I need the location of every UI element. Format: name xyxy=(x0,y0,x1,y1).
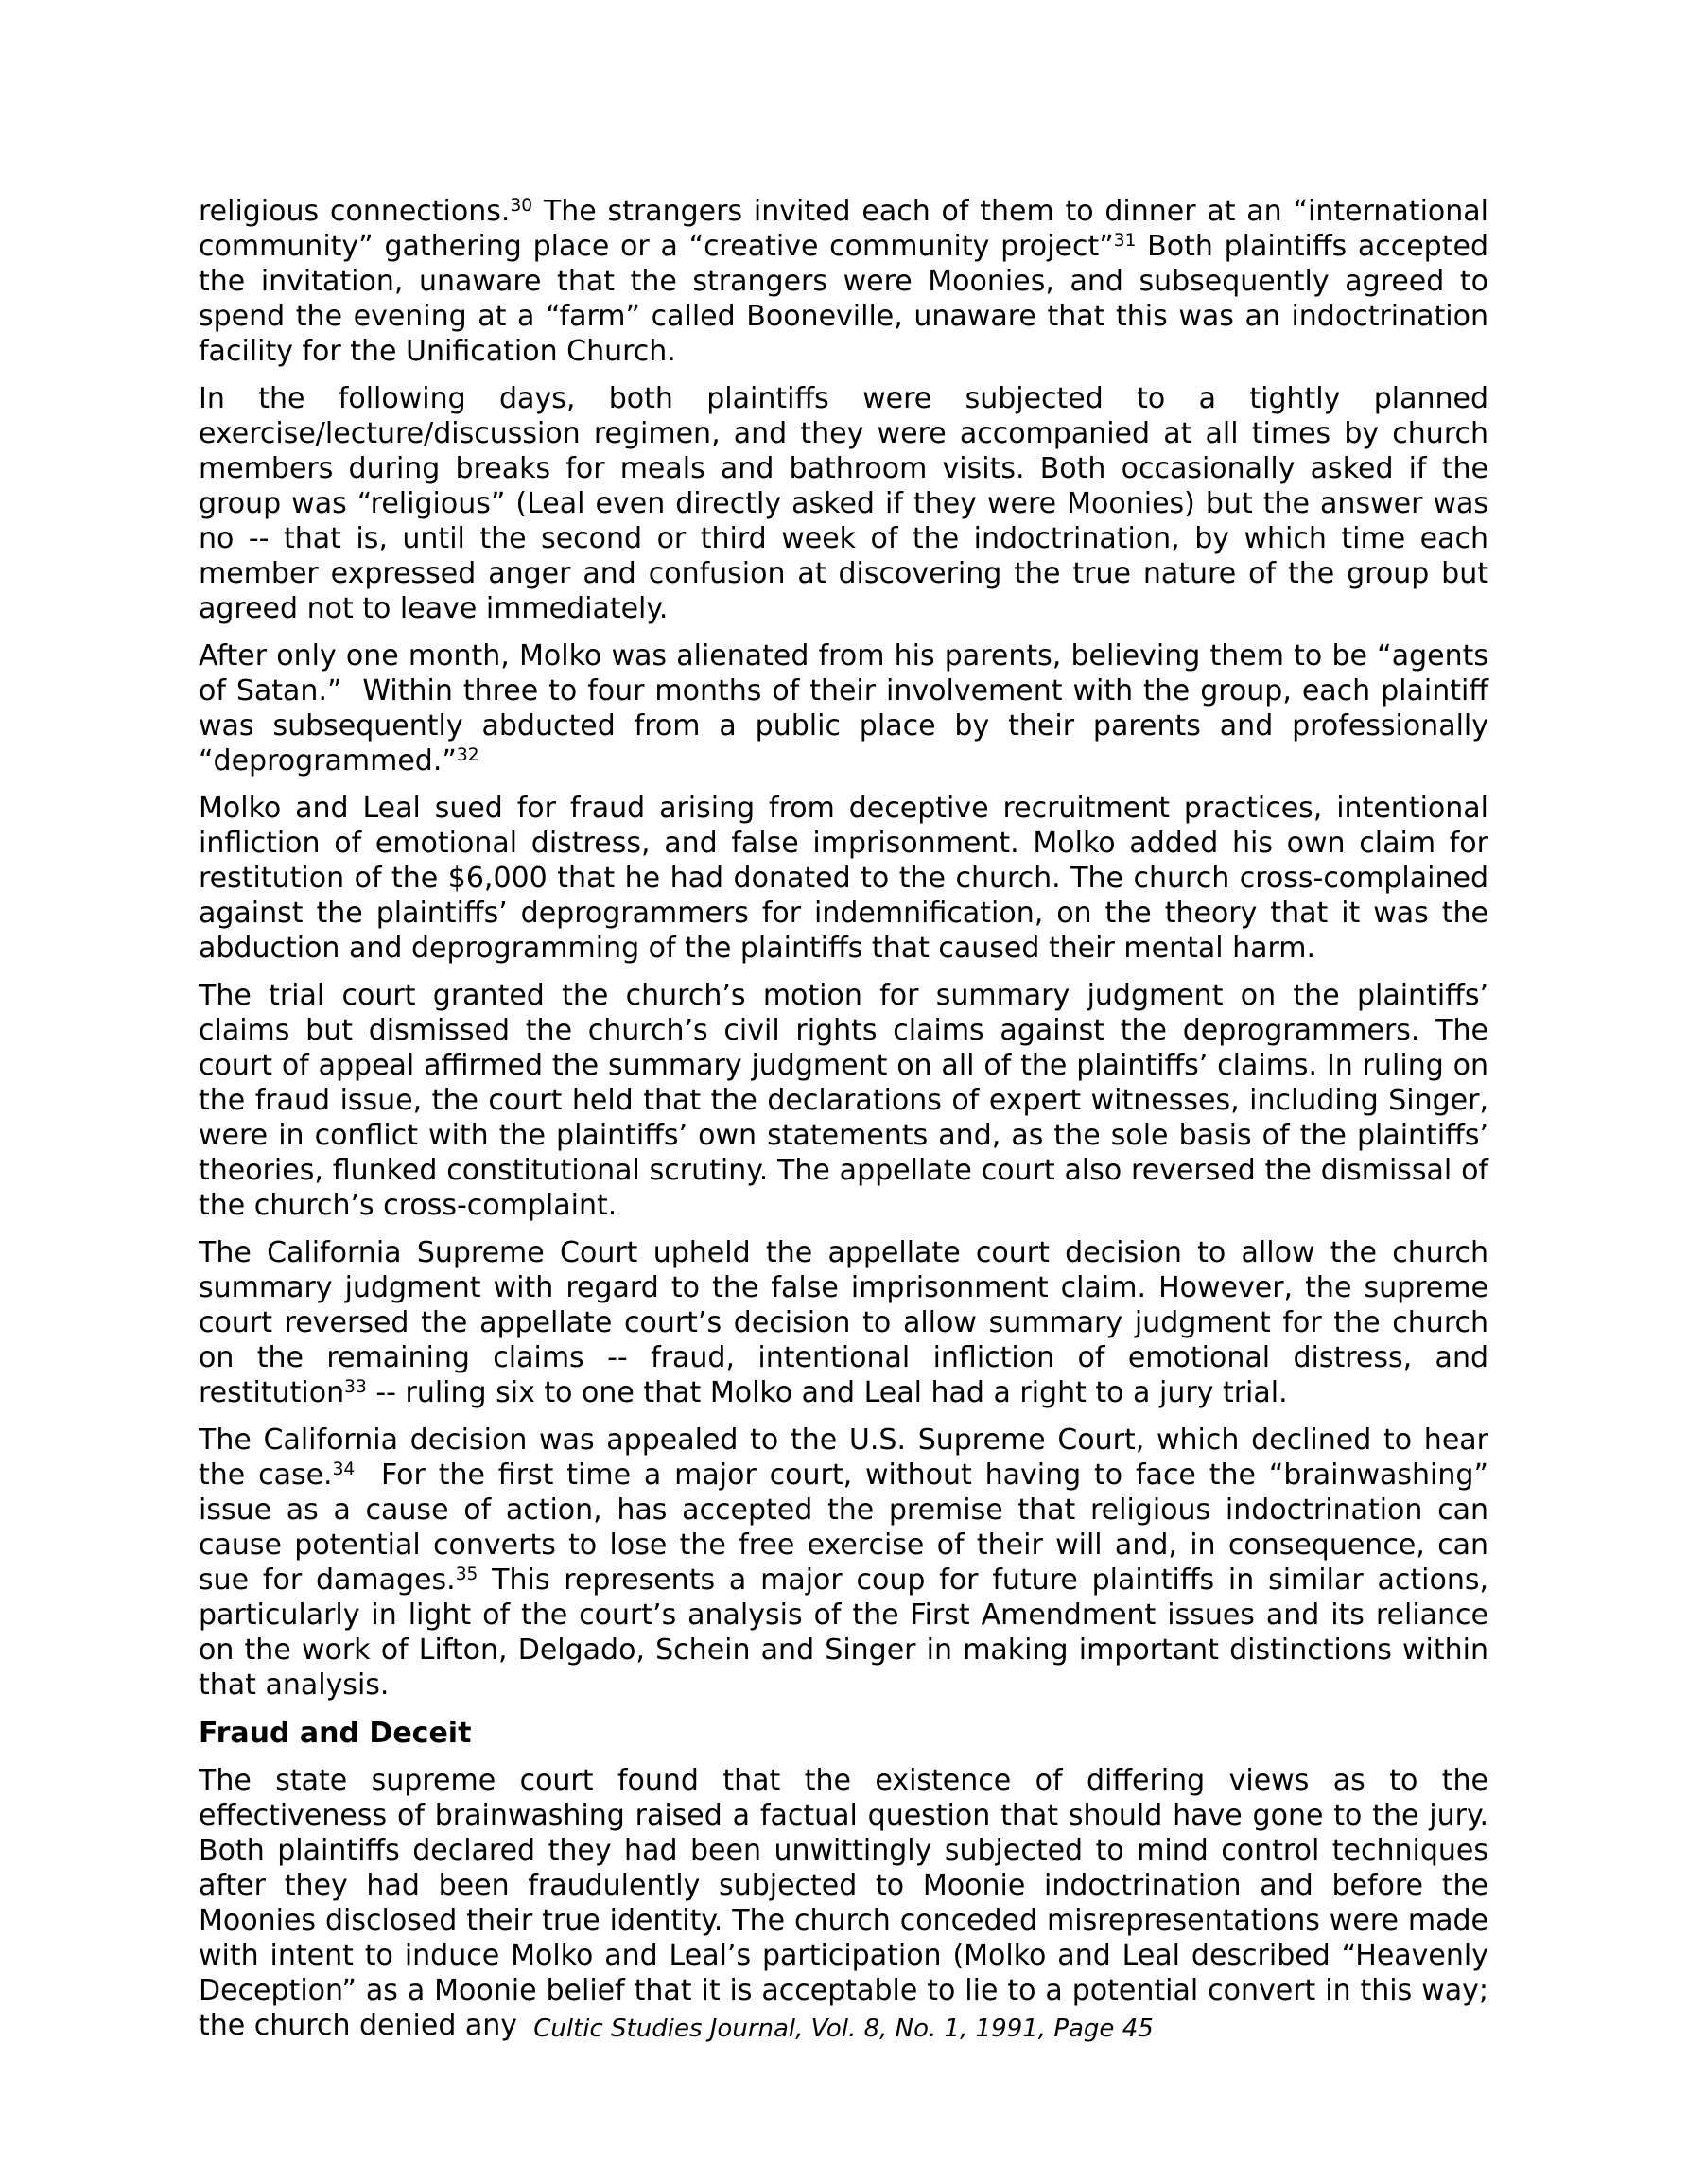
paragraph-5: The trial court granted the church’s motion for summary judgment on the plaintiffs’ claims but dismissed the church’s civil rights claims against the deprogrammers. The court of appeal affirmed the summary judgment on all of the plaintiffs’ claims. In ruling on the fraud issue, the court held that the declarations of expert witnesses, including Singer, were in conflict with the plaintiffs’ own statements and, as the sole basis of the plaintiffs’ theories, flunked constitutional scrutiny. The appellate court also reversed the dismissal of the church’s cross-complaint. xyxy=(199,979,1498,1222)
paragraph-7: The California decision was appealed to the U.S. Supreme Court, which declined to hear the case.$^{34}$ For the first time a major court, without having to face the “brainwashing” issue as a cause of action, has accepted the premise that religious indoctrination can cause potential converts to lose the free exercise of their will and, in consequence, can sue for damages.$^{35}$ This represents a major coup for future plaintiffs in similar actions, particularly in light of the court’s analysis of the First Amendment issues and its reliance on the work of Lifton, Delgado, Schein and Singer in making important distinctions within that analysis. xyxy=(199,1424,1498,1702)
section-heading-fraud-and-deceit: Fraud and Deceit xyxy=(199,1717,472,1750)
footnote-reference: 30 xyxy=(510,195,533,216)
footnote-reference: 31 xyxy=(1113,230,1137,251)
footnote-reference: 32 xyxy=(456,744,479,765)
paragraph-8: The state supreme court found that the existence of differing views as to the effectiveness of brainwashing raised a factual question that should have gone to the jury. Both plaintiffs declared they had been unwittingly subjected to mind control techniques after they had been fraudulently subjected to Moonie indoctrination and before the Moonies disclosed their true identity. The church conceded misrepresentations were made with intent to induce Molko and Leal’s participation (Molko and Leal described “Heavenly Deception” as a Moonie belief that it is acceptable to lie to a potential convert in this way; the church denied any xyxy=(199,1764,1498,2042)
page-footer: Cultic Studies Journal, Vol. 8, No. 1, 1991, Page 45 xyxy=(533,2015,1154,2043)
paragraph-3: After only one month, Molko was alienated from his parents, believing them to be “agents of Satan.” Within three to four months of their involvement with the group, each plaintiff was subsequently abducted from a public place by their parents and professionally “deprogrammed.”$^{32}$ xyxy=(199,639,1498,778)
paragraph-2: In the following days, both plaintiffs were subjected to a tightly planned exercise/lecture/discussion regimen, and they were accompanied at all times by church members during breaks for meals and bathroom visits. Both occasionally asked if the group was “religious” (Leal even directly asked if they were Moonies) but the answer was no -- that is, until the second or third week of the indoctrination, by which time each member expressed anger and confusion at discovering the true nature of the group but agreed not to leave immediately. xyxy=(199,382,1498,625)
body-text xyxy=(199,194,1498,2055)
paragraph-6: The California Supreme Court upheld the appellate court decision to allow the church summary judgment with regard to the false imprisonment claim. However, the supreme court reversed the appellate court’s decision to allow summary judgment for the church on the remaining claims -- fraud, intentional infliction of emotional distress, and restitution$^{33}$ -- ruling six to one that Molko and Leal had a right to a jury trial. xyxy=(199,1236,1498,1409)
footnote-reference: 35 xyxy=(455,1564,478,1584)
footnote-reference: 33 xyxy=(344,1376,367,1397)
footnote-reference: 34 xyxy=(332,1459,356,1479)
paragraph-1: religious connections.$^{30}$ The strangers invited each of them to dinner at an “international community” gathering place or a “creative community project”$^{31}$ Both plaintiffs accepted the invitation, unaware that the strangers were Moonies, and subsequently agreed to spend the evening at a “farm” called Booneville, unaware that this was an indoctrination facility for the Unification Church. xyxy=(199,195,1498,368)
paragraph-4: Molko and Leal sued for fraud arising from deceptive recruitment practices, intentional infliction of emotional distress, and false imprisonment. Molko added his own claim for restitution of the $6,000 that he had donated to the church. The church cross-complained against the plaintiffs’ deprogrammers for indemnification, on the theory that it was the abduction and deprogramming of the plaintiffs that caused their mental harm. xyxy=(199,792,1498,965)
